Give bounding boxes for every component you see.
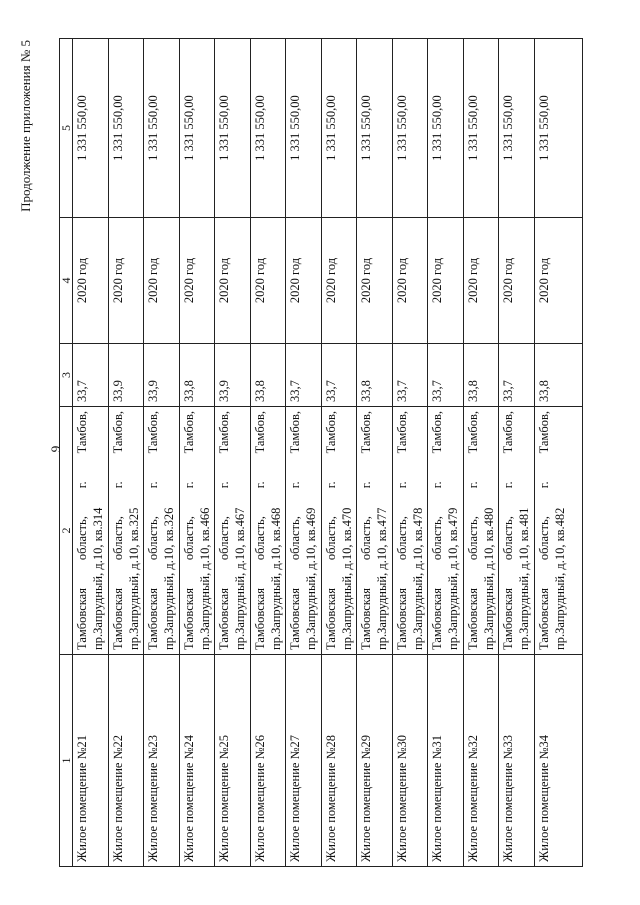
area-cell: 33,7 (321, 344, 357, 407)
address-word: область, (323, 516, 338, 561)
page-number: 9 (48, 445, 63, 453)
address-line-2: пр.Запрудный, д.10, кв.470 (339, 507, 354, 650)
address-word: Тамбов, (110, 411, 125, 454)
premises-name-cell: Жилое помещение №25 (215, 655, 251, 867)
year-cell: 2020 год (357, 218, 393, 344)
address-cell (428, 407, 464, 655)
property-table (59, 38, 583, 867)
premises-name-cell: Жилое помещение №28 (321, 655, 357, 867)
address-cell (321, 407, 357, 655)
address-word: Тамбовская (323, 588, 338, 650)
address-word: область, (110, 516, 125, 561)
address-word: г. (217, 481, 231, 489)
address-cell (215, 407, 251, 655)
address-line-1 (181, 411, 197, 650)
table-body (73, 39, 583, 867)
address-line-1 (216, 411, 232, 650)
address-word: Тамбов, (323, 411, 338, 454)
address-word: г. (430, 481, 444, 489)
address-line-1 (323, 411, 339, 650)
cost-cell: 1 331 550,00 (286, 39, 322, 218)
column-number-1: 1 (60, 655, 73, 867)
address-word: г. (536, 481, 551, 489)
address-line-1 (252, 411, 268, 650)
area-cell: 33,9 (108, 344, 144, 407)
address-word: Тамбов, (465, 411, 480, 454)
address-line-1 (145, 411, 161, 650)
address-line-1 (394, 411, 410, 650)
premises-name-cell: Жилое помещение №21 (73, 655, 109, 867)
address-word: г. (252, 481, 267, 489)
address-cell (499, 407, 535, 655)
address-word: Тамбов, (430, 411, 444, 454)
address-word: Тамбов, (501, 411, 515, 454)
address-word: Тамбовская (288, 588, 302, 650)
premises-name-cell: Жилое помещение №32 (463, 655, 499, 867)
address-word: Тамбов, (181, 411, 196, 454)
table-row (392, 39, 428, 867)
area-cell: 33,9 (144, 344, 180, 407)
year-cell: 2020 год (428, 218, 464, 344)
cost-cell: 1 331 550,00 (534, 39, 582, 218)
table-row (321, 39, 357, 867)
address-cell (144, 407, 180, 655)
column-number-5: 5 (60, 39, 73, 218)
address-word: Тамбов, (217, 411, 231, 454)
address-word: Тамбовская (465, 588, 480, 650)
address-word: Тамбовская (75, 588, 89, 650)
address-line-1 (465, 411, 481, 650)
area-cell: 33,7 (392, 344, 428, 407)
address-word: Тамбов, (75, 411, 89, 454)
table-header-row (60, 39, 73, 867)
address-word: область, (465, 516, 480, 561)
address-line-2: пр.Запрудный, д.10, кв.477 (375, 507, 389, 650)
address-word: г. (465, 481, 480, 489)
premises-name-cell: Жилое помещение №34 (534, 655, 582, 867)
cost-cell: 1 331 550,00 (108, 39, 144, 218)
cost-cell: 1 331 550,00 (392, 39, 428, 218)
table-row (499, 39, 535, 867)
year-cell: 2020 год (108, 218, 144, 344)
address-word: область, (288, 516, 302, 561)
address-word: область, (359, 516, 373, 561)
address-line-2: пр.Запрудный, д.10, кв.482 (552, 507, 567, 650)
cost-cell: 1 331 550,00 (179, 39, 215, 218)
address-word: Тамбовская (501, 588, 515, 650)
cost-cell: 1 331 550,00 (428, 39, 464, 218)
address-word: область, (181, 516, 196, 561)
address-word: Тамбовская (252, 588, 267, 650)
year-cell: 2020 год (321, 218, 357, 344)
address-word: г. (110, 481, 125, 489)
cost-cell: 1 331 550,00 (357, 39, 393, 218)
table-row (357, 39, 393, 867)
cost-cell: 1 331 550,00 (463, 39, 499, 218)
address-word: Тамбовская (217, 588, 231, 650)
area-cell: 33,7 (428, 344, 464, 407)
cost-cell: 1 331 550,00 (144, 39, 180, 218)
address-cell (286, 407, 322, 655)
address-word: Тамбовская (359, 588, 373, 650)
address-line-2: пр.Запрудный, д.10, кв.326 (162, 507, 176, 650)
year-cell: 2020 год (215, 218, 251, 344)
premises-name-cell: Жилое помещение №31 (428, 655, 464, 867)
address-line-2: пр.Запрудный, д.10, кв.466 (197, 507, 212, 650)
cost-cell: 1 331 550,00 (73, 39, 109, 218)
address-word: Тамбов, (394, 411, 409, 454)
table-row (428, 39, 464, 867)
year-cell: 2020 год (179, 218, 215, 344)
table-row (534, 39, 582, 867)
address-line-1 (110, 411, 126, 650)
address-word: г. (181, 481, 196, 489)
table-row (73, 39, 109, 867)
cost-cell: 1 331 550,00 (250, 39, 286, 218)
address-line-1 (500, 411, 516, 650)
address-word: г. (394, 481, 409, 489)
address-word: Тамбов, (536, 411, 551, 454)
address-line-1 (429, 411, 445, 650)
year-cell: 2020 год (392, 218, 428, 344)
table-row (144, 39, 180, 867)
area-cell: 33,8 (357, 344, 393, 407)
year-cell: 2020 год (144, 218, 180, 344)
cost-cell: 1 331 550,00 (499, 39, 535, 218)
premises-name-cell: Жилое помещение №22 (108, 655, 144, 867)
table-row (108, 39, 144, 867)
address-line-1 (74, 411, 90, 650)
address-cell (392, 407, 428, 655)
address-word: Тамбовская (394, 588, 409, 650)
address-line-1 (287, 411, 303, 650)
area-cell: 33,7 (286, 344, 322, 407)
address-word: Тамбовская (181, 588, 196, 650)
address-cell (357, 407, 393, 655)
address-word: Тамбовская (536, 588, 551, 650)
appendix-continuation-note: Продолжение приложения № 5 (18, 40, 33, 212)
address-line-1 (536, 411, 552, 650)
address-word: г. (501, 481, 515, 489)
address-cell (463, 407, 499, 655)
address-word: г. (288, 481, 302, 489)
address-line-1 (358, 411, 374, 650)
table-row (215, 39, 251, 867)
address-word: Тамбовская (430, 588, 444, 650)
address-cell (73, 407, 109, 655)
address-line-2: пр.Запрудный, д.10, кв.468 (268, 507, 283, 650)
address-word: область, (75, 516, 89, 561)
year-cell: 2020 год (463, 218, 499, 344)
address-cell (108, 407, 144, 655)
year-cell: 2020 год (73, 218, 109, 344)
address-word: Тамбов, (146, 411, 160, 454)
area-cell: 33,7 (499, 344, 535, 407)
address-word: Тамбов, (288, 411, 302, 454)
area-cell: 33,9 (215, 344, 251, 407)
address-word: область, (430, 516, 444, 561)
address-word: область, (501, 516, 515, 561)
address-word: область, (217, 516, 231, 561)
column-number-2: 2 (60, 407, 73, 655)
premises-name-cell: Жилое помещение №27 (286, 655, 322, 867)
column-number-4: 4 (60, 218, 73, 344)
address-word: область, (146, 516, 160, 561)
address-word: Тамбов, (359, 411, 373, 454)
year-cell: 2020 год (250, 218, 286, 344)
column-number-3: 3 (60, 344, 73, 407)
address-word: область, (536, 516, 551, 561)
address-word: Тамбов, (252, 411, 267, 454)
cost-cell: 1 331 550,00 (321, 39, 357, 218)
address-word: Тамбовская (110, 588, 125, 650)
address-word: г. (146, 481, 160, 489)
cost-cell: 1 331 550,00 (215, 39, 251, 218)
table-row (250, 39, 286, 867)
premises-name-cell: Жилое помещение №30 (392, 655, 428, 867)
area-cell: 33,8 (463, 344, 499, 407)
address-line-2: пр.Запрудный, д.10, кв.469 (304, 507, 318, 650)
address-line-2: пр.Запрудный, д.10, кв.480 (481, 507, 496, 650)
area-cell: 33,8 (534, 344, 582, 407)
address-line-2: пр.Запрудный, д.10, кв.481 (517, 507, 531, 650)
area-cell: 33,8 (179, 344, 215, 407)
address-word: Тамбовская (146, 588, 160, 650)
premises-name-cell: Жилое помещение №29 (357, 655, 393, 867)
address-word: область, (252, 516, 267, 561)
area-cell: 33,8 (250, 344, 286, 407)
premises-name-cell: Жилое помещение №23 (144, 655, 180, 867)
table-row (463, 39, 499, 867)
table-row (286, 39, 322, 867)
address-line-2: пр.Запрудный, д.10, кв.314 (91, 507, 105, 650)
address-word: г. (359, 481, 373, 489)
year-cell: 2020 год (534, 218, 582, 344)
area-cell: 33,7 (73, 344, 109, 407)
address-line-2: пр.Запрудный, д.10, кв.467 (233, 507, 247, 650)
premises-name-cell: Жилое помещение №33 (499, 655, 535, 867)
premises-name-cell: Жилое помещение №24 (179, 655, 215, 867)
address-cell (534, 407, 582, 655)
address-line-2: пр.Запрудный, д.10, кв.478 (410, 507, 425, 650)
address-word: область, (394, 516, 409, 561)
year-cell: 2020 год (286, 218, 322, 344)
address-cell (250, 407, 286, 655)
address-word: г. (75, 481, 89, 489)
premises-name-cell: Жилое помещение №26 (250, 655, 286, 867)
address-line-2: пр.Запрудный, д.10, кв.325 (126, 507, 141, 650)
address-cell (179, 407, 215, 655)
address-word: г. (323, 481, 338, 489)
address-line-2: пр.Запрудный, д.10, кв.479 (446, 507, 460, 650)
year-cell: 2020 год (499, 218, 535, 344)
table-row (179, 39, 215, 867)
